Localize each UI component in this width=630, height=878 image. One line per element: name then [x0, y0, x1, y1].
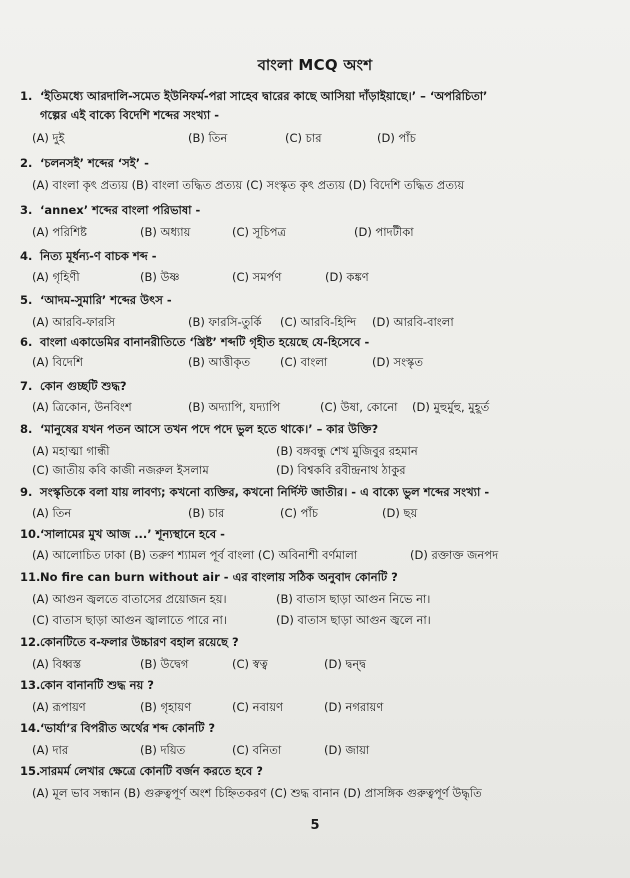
- option-d[interactable]: (D) বাতাস ছাড়া আগুন জ্বলে না।: [276, 613, 431, 627]
- question-10: [20, 526, 618, 542]
- option-d[interactable]: (D) কঙ্কণ: [325, 270, 369, 284]
- question-9: [20, 484, 618, 500]
- question-text: বাংলা একাডেমির বানানরীতিতে ‘খ্রিষ্ট’ শব্দটি গৃহীত হয়েছে যে-হিসেবে -: [40, 335, 370, 349]
- option-a[interactable]: (A) বিধ্বস্ত: [32, 657, 82, 671]
- question-12: [20, 634, 618, 650]
- option-d[interactable]: (D) মুহুর্মুহু, মুহূর্ত: [412, 400, 490, 414]
- question-text: কোন গুচ্ছটি শুদ্ধ?: [40, 379, 127, 393]
- question-text: ‘ইতিমধ্যে আরদালি-সমেত ইউনিফর্ম-পরা সাহেব দ্বারের কাছে আসিয়া দাঁড়াইয়াছে।’ – ‘অপরিচিতা’: [40, 89, 488, 103]
- question-text: ‘মানুষের যখন পতন আসে তখন পদে পদে ভুল হতে থাকে।’ – কার উক্তি?: [40, 422, 379, 436]
- option-b[interactable]: (B) অধ্যায়: [140, 225, 191, 239]
- option-d[interactable]: (D) নগরায়ণ: [324, 700, 384, 714]
- question-1: [20, 88, 618, 104]
- question-7: [20, 378, 618, 394]
- question-2: [20, 155, 618, 171]
- option-d[interactable]: (D) বিশ্বকবি রবীন্দ্রনাথ ঠাকুর: [276, 463, 406, 477]
- question-number: 9.: [20, 485, 33, 499]
- option-a[interactable]: (A) ত্রিকোন, উনবিংশ: [32, 400, 132, 414]
- option-a[interactable]: (A) আগুন জ্বলতে বাতাসের প্রয়োজন হয়।: [32, 592, 227, 606]
- option-d[interactable]: (D) আরবি-বাংলা: [372, 315, 454, 329]
- question-5: [20, 292, 618, 308]
- question-text: ‘চলনসই’ শব্দের ‘সই’ -: [40, 156, 149, 170]
- option-line[interactable]: (A) মূল ভাব সন্ধান (B) গুরুত্বপূর্ণ অংশ চিহ্নিতকরণ (C) শুদ্ধ বানান (D) প্রাসঙ্গিক গুরুত্বপূর্ণ উদ্ধৃতি: [32, 786, 482, 800]
- option-c[interactable]: (C) পাঁচ: [280, 506, 319, 520]
- option-d[interactable]: (D) রক্তাক্ত জনপদ: [410, 548, 499, 562]
- option-c[interactable]: (C) আরবি-হিন্দি: [280, 315, 357, 329]
- question-number: 12.: [20, 635, 41, 649]
- option-a[interactable]: (A) রূপায়ণ: [32, 700, 86, 714]
- option-a[interactable]: (A) দার: [32, 743, 69, 757]
- question-11: [20, 569, 618, 585]
- question-number: 13.: [20, 678, 41, 692]
- question-15: [20, 763, 618, 779]
- question-text: No fire can burn without air - এর বাংলায় সঠিক অনুবাদ কোনটি ?: [40, 570, 398, 584]
- option-d[interactable]: (D) ছয়: [382, 506, 418, 520]
- option-c[interactable]: (C) বাতাস ছাড়া আগুন জ্বালাতে পারে না।: [32, 613, 227, 627]
- option-b[interactable]: (B) উদ্বেগ: [140, 657, 189, 671]
- option-b[interactable]: (B) চার: [188, 506, 225, 520]
- options-2: [32, 177, 622, 193]
- question-number: 10.: [20, 527, 41, 541]
- page-number: 5: [310, 818, 320, 833]
- option-b[interactable]: (B) তিন: [188, 131, 228, 145]
- question-number: 2.: [20, 156, 33, 170]
- option-b[interactable]: (B) দয়িত: [140, 743, 186, 757]
- option-c[interactable]: (C) বাংলা: [280, 355, 328, 369]
- option-b[interactable]: (B) অদ্যাপি, যদ্যাপি: [188, 400, 281, 414]
- option-c[interactable]: (C) স্বত্ব: [232, 657, 268, 671]
- option-c[interactable]: (C) উষা, কোনো: [320, 400, 398, 414]
- option-d[interactable]: (D) সংস্কৃত: [372, 355, 423, 369]
- option-c[interactable]: (C) জাতীয় কবি কাজী নজরুল ইসলাম: [32, 463, 209, 477]
- question-number: 8.: [20, 422, 33, 436]
- question-text: ‘আদম-সুমারি’ শব্দের উৎস -: [40, 293, 172, 307]
- question-13: [20, 677, 618, 693]
- question-text: সংস্কৃতিকে বলা যায় লাবণ্য; কখনো ব্যক্তির, কখনো নির্দিস্ট জাতীর। - এ বাক্যে ভুল শব্দের সংখ্যা -: [40, 485, 490, 499]
- option-a[interactable]: (A) বিদেশি: [32, 355, 83, 369]
- question-number: 7.: [20, 379, 33, 393]
- option-a[interactable]: (A) আরবি-ফারসি: [32, 315, 116, 329]
- option-c[interactable]: (C) বনিতা: [232, 743, 282, 757]
- question-number: 4.: [20, 249, 33, 263]
- option-c[interactable]: (C) সমর্পণ: [232, 270, 282, 284]
- question-1-continued: [40, 107, 630, 123]
- option-d[interactable]: (D) পাঁচ: [377, 131, 416, 145]
- question-text: ‘ভার্যা’র বিপরীত অর্থের শব্দ কোনটি ?: [40, 721, 216, 735]
- question-number: 6.: [20, 335, 33, 349]
- question-number: 14.: [20, 721, 41, 735]
- question-14: [20, 720, 618, 736]
- options-15: [32, 785, 622, 801]
- question-6: [20, 334, 618, 350]
- option-b[interactable]: (B) আত্তীকৃত: [188, 355, 251, 369]
- question-text: নিত্য মূর্ধন্য-ণ বাচক শব্দ -: [40, 249, 157, 263]
- option-b[interactable]: (B) উষ্ণ: [140, 270, 180, 284]
- question-text: কোন বানানটি শুদ্ধ নয় ?: [40, 678, 154, 692]
- question-8: [20, 421, 618, 437]
- question-text: সারমর্ম লেখার ক্ষেত্রে কোনটি বর্জন করতে হবে ?: [40, 764, 263, 778]
- question-4: [20, 248, 618, 264]
- question-number: 15.: [20, 764, 41, 778]
- option-a[interactable]: (A) তিন: [32, 506, 72, 520]
- option-line[interactable]: (A) বাংলা কৃৎ প্রত্যয় (B) বাংলা তদ্ধিত প্রত্যয় (C) সংস্কৃত কৃৎ প্রত্যয় (D) বিদেশি তদ্ধিত প্রত্যয়: [32, 178, 465, 192]
- option-d[interactable]: (D) পাদটীকা: [354, 225, 414, 239]
- option-a[interactable]: (A) দুই: [32, 131, 65, 145]
- option-a[interactable]: (A) মহাত্মা গান্ধী: [32, 444, 110, 458]
- question-number: 1.: [20, 89, 33, 103]
- option-a[interactable]: (A) পরিশিষ্ট: [32, 225, 87, 239]
- option-abc[interactable]: (A) আলোচিত ঢাকা (B) তরুণ শ্যামল পূর্ব বাংলা (C) অবিনাশী বর্ণমালা: [32, 548, 358, 562]
- option-d[interactable]: (D) দ্বন্দ্ব: [324, 657, 367, 671]
- option-b[interactable]: (B) গৃহায়ণ: [140, 700, 192, 714]
- question-number: 5.: [20, 293, 33, 307]
- question-text: ‘সালামের মুখ আজ ...’ শূন্যস্থানে হবে -: [40, 527, 225, 541]
- question-3: [20, 202, 618, 218]
- option-d[interactable]: (D) জায়া: [324, 743, 370, 757]
- option-c[interactable]: (C) নবায়ণ: [232, 700, 283, 714]
- option-a[interactable]: (A) গৃহিণী: [32, 270, 80, 284]
- question-text: গল্পের এই বাক্যে বিদেশি শব্দের সংখ্যা -: [40, 108, 219, 122]
- option-b[interactable]: (B) ফারসি-তুর্কি: [188, 315, 262, 329]
- question-text: ‘annex’ শব্দের বাংলা পরিভাষা -: [40, 203, 201, 217]
- option-c[interactable]: (C) সূচিপত্র: [232, 225, 287, 239]
- option-b[interactable]: (B) বাতাস ছাড়া আগুন নিভে না।: [276, 592, 431, 606]
- page-title: বাংলা MCQ অংশ: [257, 56, 373, 74]
- option-c[interactable]: (C) চার: [285, 131, 322, 145]
- question-number: 3.: [20, 203, 33, 217]
- question-number: 11.: [20, 570, 41, 584]
- option-b[interactable]: (B) বঙ্গবন্ধু শেখ মুজিবুর রহমান: [276, 444, 418, 458]
- question-text: কোনটিতে ব-ফলার উচ্চারণ বহাল রয়েছে ?: [40, 635, 239, 649]
